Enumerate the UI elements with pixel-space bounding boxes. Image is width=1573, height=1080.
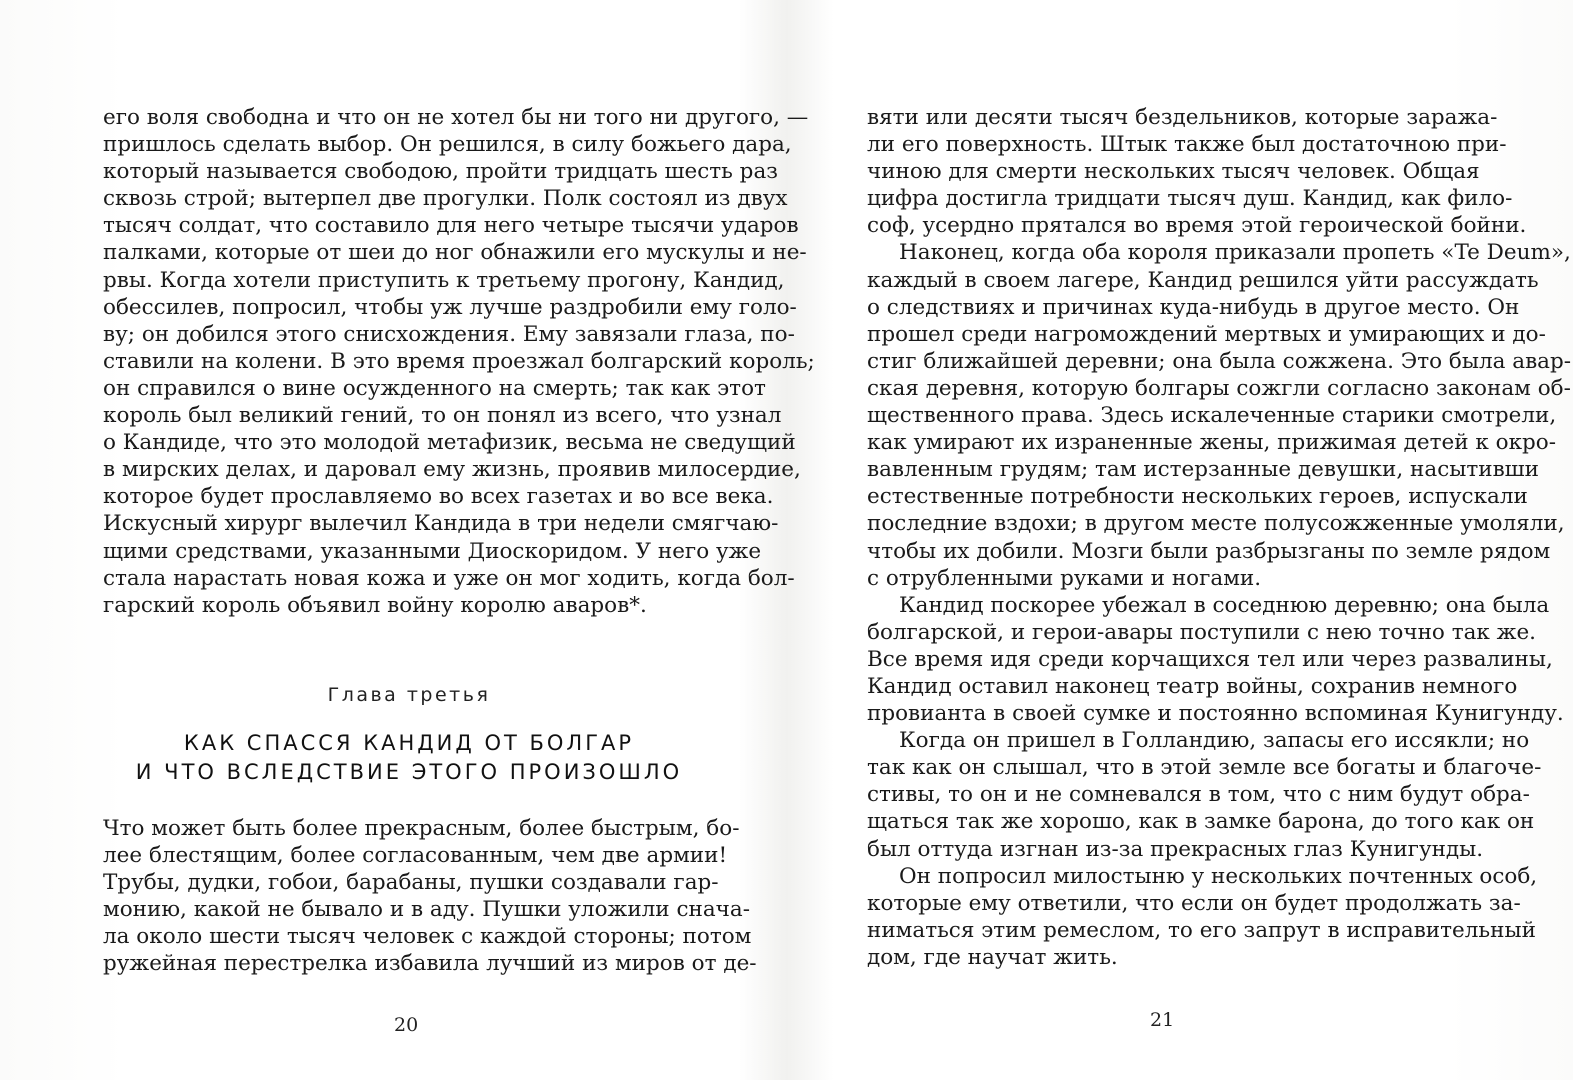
text-line: он справился о вине осужденного на смерть; так как этот	[103, 375, 766, 401]
text-line: был оттуда изгнан из-за прекрасных глаз Кунигунды.	[867, 836, 1484, 862]
text-line: вяти или десяти тысяч бездельников, которые заража-	[867, 105, 1498, 130]
text-line: болгарской, и герои-авары поступили с нею точно так же.	[867, 619, 1537, 645]
text-line: соф, усердно прятался во время этой героической бойни.	[867, 213, 1527, 239]
text-line: палками, которые от шеи до ног обнажили его мускулы и не-	[103, 240, 807, 266]
chapter-title-line: КАК СПАССЯ КАНДИД ОТ БОЛГАР	[183, 731, 635, 755]
page-number: 21	[1150, 1009, 1175, 1031]
text-line: ружейная перестрелка избавила лучший из миров от де-	[103, 951, 757, 977]
text-line: Когда он пришел в Голландию, запасы его иссякли; но	[899, 728, 1530, 754]
right-text	[867, 104, 1572, 971]
chapter-title	[103, 729, 715, 787]
text-line: Кандид поскорее убежал в соседнюю деревню; она была	[899, 592, 1550, 618]
text-line: сквозь строй; вытерпел две прогулки. Полк состоял из двух	[103, 186, 788, 212]
text-line: которое будет прославляемо во всех газетах и во все века.	[103, 484, 774, 510]
text-line: Наконец, когда оба короля приказали пропеть «Te Deum»,	[899, 240, 1571, 266]
text-line: лее блестящим, более согласованным, чем две армии!	[103, 843, 728, 869]
text-line: каждый в своем лагере, Кандид решился уйти рассуждать	[867, 267, 1539, 293]
text-line: ли его поверхность. Штык также был достаточною при-	[867, 132, 1507, 158]
text-line: ву; он добился этого снисхождения. Ему завязали глаза, по-	[103, 321, 795, 347]
text-line: король был великий гений, то он понял из всего, что узнал	[103, 403, 782, 429]
text-line: которые ему ответили, что если он будет продолжать за-	[867, 890, 1521, 916]
text-line: который называется свободою, пройти тридцать шесть раз	[103, 159, 778, 185]
text-line: пришлось сделать выбор. Он решился, в силу божьего дара,	[103, 132, 792, 158]
left-top-paragraph	[103, 104, 815, 619]
text-line: чтобы их добили. Мозги были разбрызганы по земле рядом	[867, 538, 1551, 564]
text-line: чиною для смерти нескольких тысяч человек. Общая	[867, 159, 1480, 185]
chapter-title-line: И ЧТО ВСЛЕДСТВИЕ ЭТОГО ПРОИЗОШЛО	[135, 760, 683, 784]
text-line: рвы. Когда хотели приступить к третьему прогону, Кандид,	[103, 267, 785, 293]
text-line: провианта в своей сумке и постоянно вспоминая Кунигунду.	[867, 701, 1564, 727]
text-line: прошел среди нагромождений мертвых и умирающих и до-	[867, 321, 1546, 347]
text-line: ская деревня, которую болгары сожгли согласно законам об-	[867, 375, 1571, 401]
text-line: естественные потребности нескольких героев, испускали	[867, 484, 1528, 510]
text-line: обессилев, попросил, чтобы уж лучше раздробили ему голо-	[103, 294, 797, 320]
text-line: его воля свободна и что он не хотел бы ни того ни другого, —	[103, 105, 809, 130]
text-line: Трубы, дудки, гобои, барабаны, пушки создавали гар-	[103, 870, 719, 896]
text-line: Кандид оставил наконец театр войны, сохранив немного	[867, 673, 1518, 699]
text-line: цифра достигла тридцати тысяч душ. Кандид, как фило-	[867, 186, 1513, 212]
text-line: Все время идя среди корчащихся тел или через развалины,	[867, 646, 1553, 672]
text-line: стала нарастать новая кожа и уже он мог ходить, когда бол-	[103, 565, 795, 591]
text-line: щими средствами, указанными Диоскоридом. У него уже	[103, 538, 762, 564]
chapter-label: Глава третья	[327, 684, 491, 706]
text-line: монию, какой не бывало и в аду. Пушки уложили снача-	[103, 897, 750, 923]
text-line: стивы, то он и не сомневался в том, что с ним будут обра-	[867, 782, 1530, 808]
text-line: так как он слышал, что в этой земле все богаты и благоче-	[867, 755, 1542, 781]
text-line: тысяч солдат, что составило для него четыре тысячи ударов	[103, 213, 799, 239]
text-line: Он попросил милостыню у нескольких почтенных особ,	[899, 863, 1538, 889]
text-line: в мирских делах, и даровал ему жизнь, проявив милосердие,	[103, 457, 801, 483]
text-line: ниматься этим ремеслом, то его запрут в исправительный	[867, 917, 1536, 943]
text-line: дом, где научат жить.	[867, 944, 1118, 970]
text-line: ставили на колени. В это время проезжал болгарский король;	[103, 348, 815, 374]
text-line: гарский король объявил войну королю аваров*.	[103, 592, 647, 618]
right-page	[787, 0, 1573, 1080]
text-line: как умирают их израненные жены, прижимая детей к окро-	[867, 430, 1557, 456]
text-line: последние вздохи; в другом месте полусожженные умоляли,	[867, 511, 1565, 537]
text-line: стиг ближайшей деревни; она была сожжена. Это была авар-	[867, 348, 1572, 374]
text-line: Что может быть более прекрасным, более быстрым, бо-	[103, 816, 740, 841]
text-line: с отрубленными руками и ногами.	[867, 565, 1262, 591]
text-line: о следствиях и причинах куда-нибудь в другое место. Он	[867, 294, 1520, 320]
left-bottom-paragraph	[103, 815, 757, 978]
text-line: щественного права. Здесь искалеченные старики смотрели,	[867, 403, 1557, 429]
text-line: Искусный хирург вылечил Кандида в три недели смягчаю-	[103, 511, 779, 537]
text-line: щаться так же хорошо, как в замке барона, до того как он	[867, 809, 1535, 835]
text-line: ла около шести тысяч человек с каждой стороны; потом	[103, 924, 752, 950]
page-number: 20	[394, 1014, 419, 1036]
text-line: вавленным грудям; там истерзанные девушки, насытивши	[867, 457, 1540, 483]
text-line: о Кандиде, что это молодой метафизик, весьма не сведущий	[103, 430, 796, 456]
